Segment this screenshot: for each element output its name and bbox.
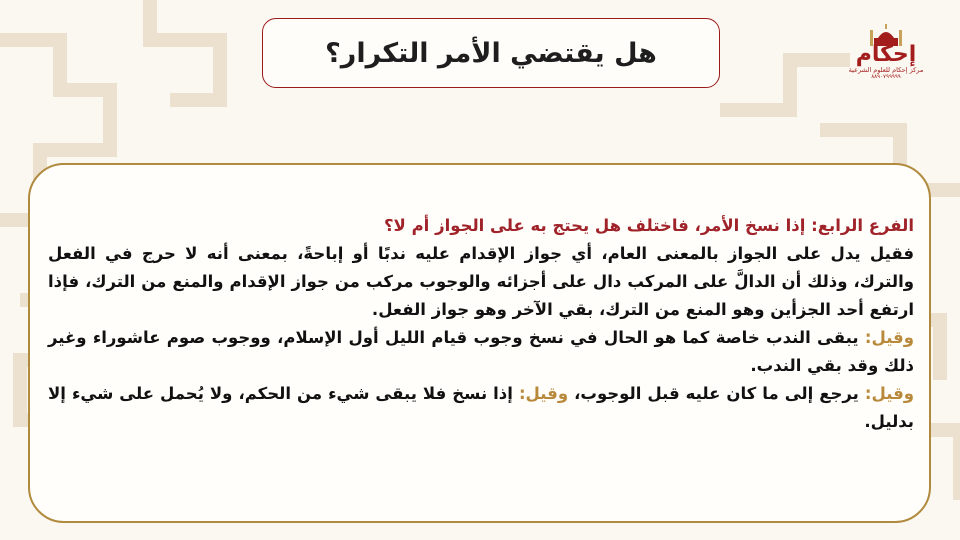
logo-subtitle: مركز إحكام للعلوم الشرعية: [848, 66, 924, 74]
opinion-label: وقيل:: [864, 384, 915, 403]
logo: [846, 24, 926, 94]
opinion-text: يبقى الندب خاصة كما هو الحال في نسخ وجوب قيام الليل أول الإسلام، ووجوب صوم عاشوراء وغير ذلك وقد بقي الندب.: [48, 328, 914, 375]
paragraph-2: [48, 324, 914, 380]
page-title: هل يقتضي الأمر التكرار؟: [325, 37, 657, 69]
heading-label: الفرع الرابع:: [811, 216, 914, 235]
opinion-text: إذا نسخ فلا يبقى شيء من الحكم، ولا يُحمل على شيء إلا بدليل.: [48, 384, 914, 431]
logo-number: ٨٨٩٠٧٩٩٩٩٩: [871, 74, 901, 80]
opinion-label: وقيل:: [518, 384, 569, 403]
content-heading: [48, 212, 914, 240]
opinion-text: يرجع إلى ما كان عليه قبل الوجوب،: [574, 384, 859, 403]
heading-text: إذا نسخ الأمر، فاختلف هل يحتج به على الجواز أم لا؟: [383, 216, 806, 235]
paragraph-3: [48, 380, 914, 436]
title-box: [262, 18, 720, 88]
content-text: [48, 212, 914, 436]
opinion-label: وقيل:: [864, 328, 914, 347]
logo-name: إحكام: [855, 42, 917, 67]
paragraph-1: فقيل يدل على الجواز بالمعنى العام، أي جواز الإقدام عليه ندبًا أو إباحةً، بمعنى أنه لا حرج في الفعل والترك، وذلك أن الدالَّ على المركب دال على أجزائه والوجوب مركب من جواز الإقدام والمنع من الترك، فإذا ارتفع أحد الجزأين وهو المنع من الترك، بقي الآخر وهو جواز الفعل.: [48, 244, 914, 319]
